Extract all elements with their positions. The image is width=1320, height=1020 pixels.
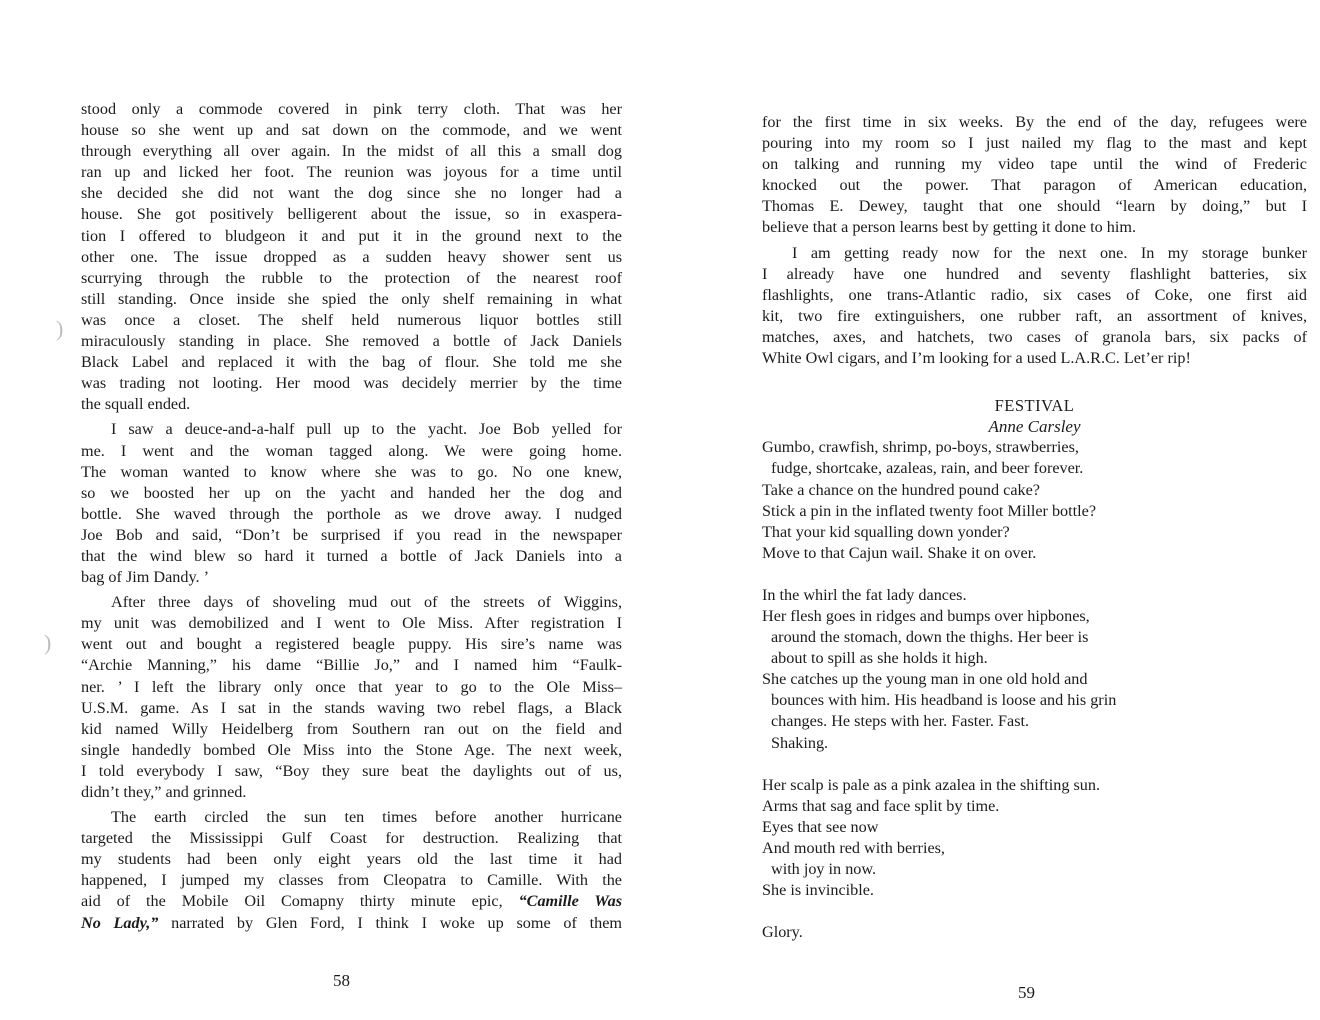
poem-line: Shaking. xyxy=(771,733,829,752)
text-line xyxy=(81,913,622,934)
text-line: went out and bought a registered beagle puppy. His sire’s name was xyxy=(81,635,622,654)
text-line xyxy=(81,891,622,912)
text-line: was once a closet. The shelf held numerous liquor bottles still xyxy=(81,310,622,329)
poem-stanza xyxy=(762,775,1307,902)
poem-line: changes. He steps with her. Faster. Fast. xyxy=(771,712,1030,731)
poem-line: Her scalp is pale as a pink azalea in the shifting sun. xyxy=(762,775,1101,794)
text-line: for the first time in six weeks. By the end of the day, refugees were xyxy=(762,113,1307,131)
text-line: bag of Jim Dandy. ’ xyxy=(81,568,209,587)
text-segment: aid of the Mobile Oil Comapny thirty minute epic, xyxy=(81,892,503,911)
poem-line: Glory. xyxy=(762,923,803,942)
poem-line: Gumbo, crawfish, shrimp, po-boys, strawberries, xyxy=(762,438,1079,457)
poem-stanza xyxy=(762,437,1307,564)
text-line: that the wind blew so hard it turned a bottle of Jack Daniels into a xyxy=(81,546,622,565)
right-page xyxy=(660,0,1320,1020)
text-line: U.S.M. game. As I sat in the stands waving two rebel flags, a Black xyxy=(81,698,622,717)
text-line: Joe Bob and said, “Don’t be surprised if you read in the newspaper xyxy=(81,525,622,544)
text-line: knocked out the power. That paragon of American education, xyxy=(762,176,1307,195)
left-page-text xyxy=(81,99,622,934)
text-line: kid named Willy Heidelberg from Southern ran out on the field and xyxy=(81,719,622,738)
text-line: the squall ended. xyxy=(81,395,191,414)
text-line: pouring into my room so I just nailed my flag to the mast and kept xyxy=(762,134,1307,153)
poem-line: And mouth red with berries, xyxy=(762,838,945,857)
poem-line: That your kid squalling down yonder? xyxy=(762,522,1010,541)
text-line: house so she went up and sat down on the commode, and we went xyxy=(81,121,622,140)
margin-mark: ) xyxy=(44,630,52,655)
margin-mark: ) xyxy=(56,316,64,341)
text-line: After three days of shoveling mud out of the streets of Wiggins, xyxy=(111,593,622,612)
poem-line: Take a chance on the hundred pound cake? xyxy=(762,480,1040,499)
text-line: bottle. She waved through the porthole as we drove away. I nudged xyxy=(81,504,622,523)
right-page-prose xyxy=(762,112,1307,369)
right-page-text xyxy=(762,112,1307,943)
text-line: on talking and running my video tape until the wind of Frederic xyxy=(762,155,1307,174)
text-line: kit, two fire extinguishers, one rubber raft, an assortment of knives, xyxy=(762,306,1307,325)
text-line: I already have one hundred and seventy flashlight batteries, six xyxy=(762,264,1307,283)
text-line: I told everybody I saw, “Boy they sure beat the daylights out of us, xyxy=(81,761,622,780)
text-line: I saw a deuce-and-a-half pull up to the yacht. Joe Bob yelled for xyxy=(111,420,622,439)
poem-line: Arms that sag and face split by time. xyxy=(762,796,1000,815)
text-line: my students had been only eight years old the last time it had xyxy=(81,850,622,869)
text-line: ner. ’ I left the library only once that year to go to the Ole Miss– xyxy=(81,677,622,696)
text-line: The earth circled the sun ten times before another hurricane xyxy=(111,808,622,827)
text-line: me. I went and the woman tagged along. We were going home. xyxy=(81,441,622,460)
text-line: tion I offered to bludgeon it and put it in the ground next to the xyxy=(81,226,622,245)
text-line: Thomas E. Dewey, taught that one should “learn by doing,” but I xyxy=(762,197,1307,216)
text-line: “Archie Manning,” his dame “Billie Jo,” and I named him “Faulk- xyxy=(81,656,622,675)
text-line: matches, axes, and hatchets, two cases of granola bars, six packs of xyxy=(762,327,1307,346)
text-line: believe that a person learns best by getting it done to him. xyxy=(762,218,1137,237)
poem-line: She is invincible. xyxy=(762,881,874,900)
poem-line: She catches up the young man in one old hold and xyxy=(762,670,1088,689)
poem-line: Her flesh goes in ridges and bumps over hipbones, xyxy=(762,606,1090,625)
poem-line: around the stomach, down the thighs. Her beer is xyxy=(771,628,1089,647)
text-line: other one. The issue dropped as a sudden heavy shower sent us xyxy=(81,247,622,266)
poem-line: with joy in now. xyxy=(771,860,877,878)
text-line: she decided she did not want the dog since she no longer had a xyxy=(81,184,622,203)
text-line: my unit was demobilized and I went to Ole Miss. After registration I xyxy=(81,614,622,633)
text-segment: narrated by Glen Ford, I think I woke up some of them xyxy=(171,913,623,932)
poem-line: fudge, shortcake, azaleas, rain, and beer forever. xyxy=(771,459,1084,478)
poem-line: Eyes that see now xyxy=(762,817,879,836)
text-line: single handedly bombed Ole Miss into the Stone Age. The next week, xyxy=(81,740,622,759)
text-line: through everything all over again. In the midst of all this a small dog xyxy=(81,142,622,161)
text-line: The woman wanted to know where she was to go. No one knew, xyxy=(81,462,622,481)
text-line: so we boosted her up on the yacht and handed her the dog and xyxy=(81,483,622,502)
text-line: flashlights, one trans-Atlantic radio, six cases of Coke, one first aid xyxy=(762,285,1307,304)
poem-title: FESTIVAL xyxy=(994,396,1075,416)
text-line: targeted the Mississippi Gulf Coast for destruction. Realizing that xyxy=(81,829,622,848)
text-line: White Owl cigars, and I’m looking for a used L.A.R.C. Let’er rip! xyxy=(762,349,1191,368)
poem-line: about to spill as she holds it high. xyxy=(771,649,988,668)
page-number: 59 xyxy=(1018,983,1035,1002)
text-line: happened, I jumped my classes from Cleopatra to Camille. With the xyxy=(81,871,622,890)
poem-line: In the whirl the fat lady dances. xyxy=(762,585,967,604)
text-line: ran up and licked her foot. The reunion was joyous for a time until xyxy=(81,163,622,182)
poem-stanza xyxy=(762,585,1307,754)
poem-author: Anne Carsley xyxy=(988,417,1081,437)
text-line: was trading not looting. Her mood was decidely merrier by the time xyxy=(81,374,622,393)
text-line: I am getting ready now for the next one. In my storage bunker xyxy=(792,243,1307,262)
page-number: 58 xyxy=(333,971,350,990)
poem xyxy=(762,437,1307,943)
film-title-emphasis: “Camille Was xyxy=(518,892,623,911)
text-line: still standing. Once inside she spied the only shelf remaining in what xyxy=(81,289,622,308)
poem-line: Stick a pin in the inflated twenty foot Miller bottle? xyxy=(762,501,1097,520)
text-line: stood only a commode covered in pink terry cloth. That was her xyxy=(81,100,622,118)
poem-line: Move to that Cajun wail. Shake it on over. xyxy=(762,543,1037,562)
text-line: Black Label and replaced it with the bag of flour. She told me she xyxy=(81,353,622,372)
text-line: house. She got positively belligerent about the issue, so in exaspera- xyxy=(81,205,622,224)
film-title-emphasis: No Lady,” xyxy=(81,913,159,932)
text-line: scurrying through the rubble to the protection of the nearest roof xyxy=(81,268,622,287)
poem-stanza xyxy=(762,922,1307,943)
text-line: didn’t they,” and grinned. xyxy=(81,783,247,801)
poem-line: bounces with him. His headband is loose and his grin xyxy=(771,691,1117,710)
text-line: miraculously standing in place. She removed a bottle of Jack Daniels xyxy=(81,332,622,351)
